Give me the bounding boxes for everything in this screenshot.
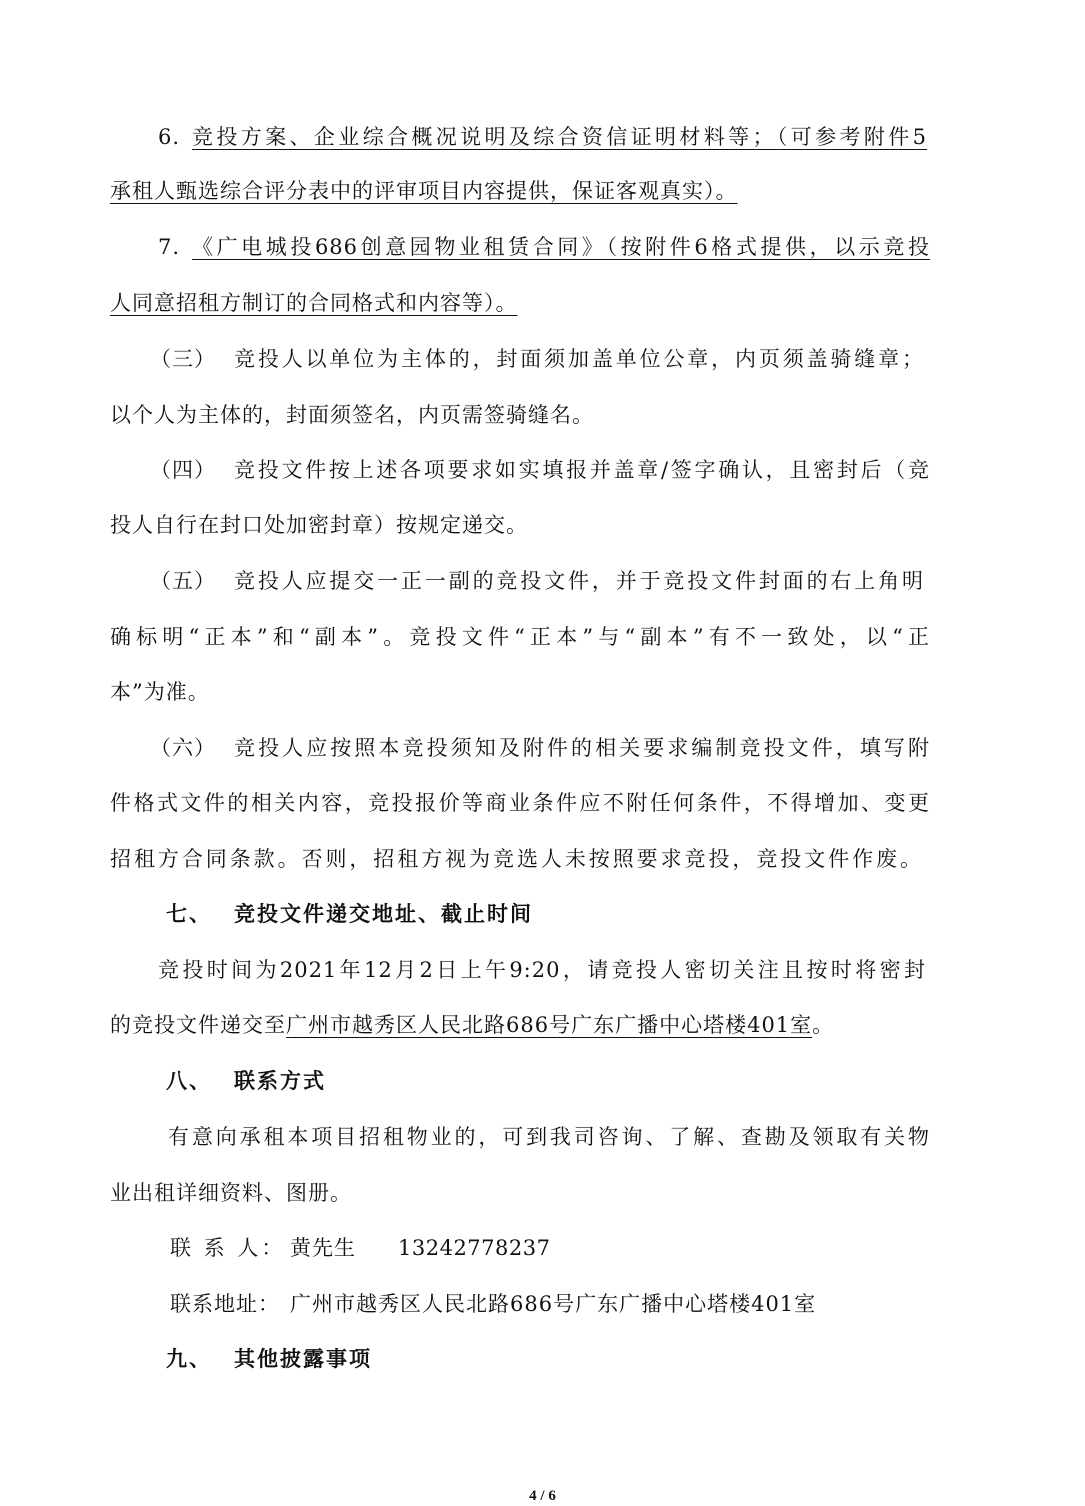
section-6-line-1: 竞投人应按照本竞投须知及附件的相关要求编制竞投文件，填写附 [234,736,930,760]
heading-9-title: 其他披露事项 [234,1347,372,1371]
para-8-line-2: 业出租详细资料、图册。 [110,1181,352,1205]
heading-8-title: 联系方式 [234,1069,326,1093]
section-3-line-1: 竞投人以单位为主体的，封面须加盖单位公章，内页须盖骑缝章； [234,347,924,371]
item-7-number: 7. [158,235,181,259]
contact-address: 广州市越秀区人民北路686号广东广播中心塔楼401室 [290,1292,817,1316]
heading-8-number: 八、 [166,1069,212,1093]
section-5-label: （五） [150,569,216,593]
heading-7-number: 七、 [166,902,212,926]
contact-person-label: 联 系 人： [170,1236,286,1260]
para-7-line-1: 竞投时间为2021年12月2日上午9:20，请竞投人密切关注且按时将密封 [158,958,926,982]
item-6-line-2: 承租人甄选综合评分表中的评审项目内容提供，保证客观真实）。 [110,179,738,203]
section-4-line-1: 竞投文件按上述各项要求如实填报并盖章/签字确认，且密封后（竞 [234,458,930,482]
heading-9-number: 九、 [166,1347,212,1371]
item-6-line-1: 竞投方案、企业综合概况说明及综合资信证明材料等；（可参考附件5 [192,125,927,149]
section-3-line-2: 以个人为主体的，封面须签名，内页需签骑缝名。 [110,403,594,427]
submission-address: 广州市越秀区人民北路686号广东广播中心塔楼401室 [286,1013,813,1037]
para-7-line-2 [110,1010,834,1040]
section-4-label: （四） [150,458,216,482]
section-6-line-3: 招租方合同条款。否则，招租方视为竞选人未按照要求竞投，竞投文件作废。 [110,847,922,871]
contact-person-name: 黄先生 [290,1236,356,1260]
section-6-line-2: 件格式文件的相关内容，竞投报价等商业条件应不附任何条件，不得增加、变更 [110,791,930,815]
section-5-line-3: 本”为准。 [110,680,210,704]
contact-address-label: 联系地址： [170,1292,280,1316]
para-8-line-1: 有意向承租本项目招租物业的，可到我司咨询、了解、查勘及领取有关物 [168,1125,930,1149]
item-7-line-2: 人同意招租方制订的合同格式和内容等）。 [110,291,518,315]
heading-7-title: 竞投文件递交地址、截止时间 [234,902,533,926]
section-6-label: （六） [150,736,216,760]
section-3-label: （三） [150,347,216,371]
item-6-number: 6. [158,125,181,149]
item-7-line-1: 《广电城投686创意园物业租赁合同》（按附件6格式提供，以示竞投 [192,235,930,259]
para-7-line-2-prefix: 的竞投文件递交至 [110,1013,286,1037]
page-number: 4 / 6 [529,1488,556,1504]
section-5-line-2: 确标明“正本”和“副本”。竞投文件“正本”与“副本”有不一致处，以“正 [110,625,930,649]
section-4-line-2: 投人自行在封口处加密封章）按规定递交。 [110,513,528,537]
section-5-line-1: 竞投人应提交一正一副的竞投文件，并于竞投文件封面的右上角明 [234,569,924,593]
para-7-line-2-suffix: 。 [812,1013,835,1037]
contact-phone: 13242778237 [398,1236,551,1260]
